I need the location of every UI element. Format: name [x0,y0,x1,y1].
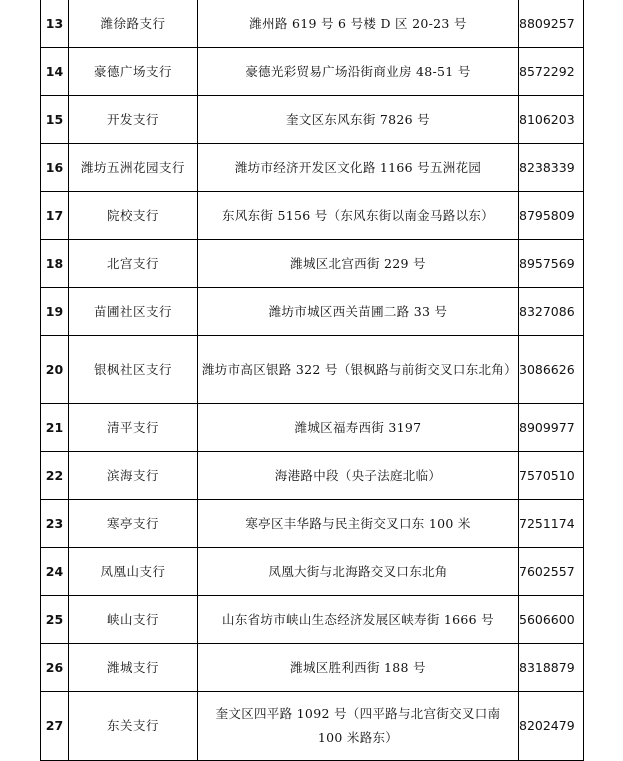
branch-name: 开发支行 [69,96,198,144]
branch-name: 清平支行 [69,404,198,452]
branch-name: 凤凰山支行 [69,548,198,596]
branch-address: 凤凰大街与北海路交叉口东北角 [198,548,519,596]
row-number: 16 [41,144,69,192]
branch-address: 潍城区胜利西街 188 号 [198,644,519,692]
branch-phone: 5606600 [519,596,584,644]
branch-phone: 8327086 [519,288,584,336]
branch-list-sheet [40,0,583,761]
table-row [41,144,584,192]
branch-name: 峡山支行 [69,596,198,644]
branch-phone: 8238339 [519,144,584,192]
branch-address: 奎文区东风东街 7826 号 [198,96,519,144]
branch-address: 潍州路 619 号 6 号楼 D 区 20-23 号 [198,0,519,48]
branch-name: 潍城支行 [69,644,198,692]
row-number: 19 [41,288,69,336]
table-row [41,0,584,48]
branch-address: 潍坊市城区西关苗圃二路 33 号 [198,288,519,336]
branch-phone: 7570510 [519,452,584,500]
row-number: 18 [41,240,69,288]
branch-phone: 8106203 [519,96,584,144]
row-number: 26 [41,644,69,692]
branch-phone: 7602557 [519,548,584,596]
branch-address: 海港路中段（央子法庭北临） [198,452,519,500]
branch-address: 东风东街 5156 号（东风东街以南金马路以东） [198,192,519,240]
branch-address: 潍城区北宫西街 229 号 [198,240,519,288]
branch-name: 滨海支行 [69,452,198,500]
table-row [41,596,584,644]
row-number: 25 [41,596,69,644]
branch-phone: 3086626 [519,336,584,404]
branch-address: 潍坊市高区银路 322 号（银枫路与前街交叉口东北角） [198,336,519,404]
branch-address: 潍坊市经济开发区文化路 1166 号五洲花园 [198,144,519,192]
table-row [41,240,584,288]
branch-phone: 8318879 [519,644,584,692]
row-number: 15 [41,96,69,144]
branch-phone: 8909977 [519,404,584,452]
branch-phone: 7251174 [519,500,584,548]
branch-name: 苗圃社区支行 [69,288,198,336]
row-number: 24 [41,548,69,596]
table-row [41,644,584,692]
branch-name: 寒亭支行 [69,500,198,548]
branch-phone: 8572292 [519,48,584,96]
table-row [41,404,584,452]
branch-phone: 8202479 [519,692,584,761]
table-row [41,192,584,240]
branch-phone: 8809257 [519,0,584,48]
table-row [41,288,584,336]
row-number: 20 [41,336,69,404]
row-number: 27 [41,692,69,761]
branch-address: 山东省坊市峡山生态经济发展区峡寿街 1666 号 [198,596,519,644]
branch-name: 潍坊五洲花园支行 [69,144,198,192]
table-row [41,692,584,761]
branch-name: 院校支行 [69,192,198,240]
branch-name: 北宫支行 [69,240,198,288]
branch-address: 奎文区四平路 1092 号（四平路与北宫街交叉口南 100 米路东） [198,692,519,761]
row-number: 13 [41,0,69,48]
row-number: 23 [41,500,69,548]
branch-name: 银枫社区支行 [69,336,198,404]
branch-name: 东关支行 [69,692,198,761]
row-number: 14 [41,48,69,96]
branch-address: 豪德光彩贸易广场沿街商业房 48-51 号 [198,48,519,96]
table-row [41,48,584,96]
branch-address: 潍城区福寿西街 3197 [198,404,519,452]
branch-name: 潍徐路支行 [69,0,198,48]
row-number: 22 [41,452,69,500]
table-row [41,500,584,548]
branch-phone: 8957569 [519,240,584,288]
branch-table [40,0,584,761]
branch-phone: 8795809 [519,192,584,240]
branch-name: 豪德广场支行 [69,48,198,96]
table-row [41,336,584,404]
table-row [41,452,584,500]
row-number: 17 [41,192,69,240]
table-row [41,96,584,144]
table-row [41,548,584,596]
row-number: 21 [41,404,69,452]
branch-address: 寒亭区丰华路与民主街交叉口东 100 米 [198,500,519,548]
